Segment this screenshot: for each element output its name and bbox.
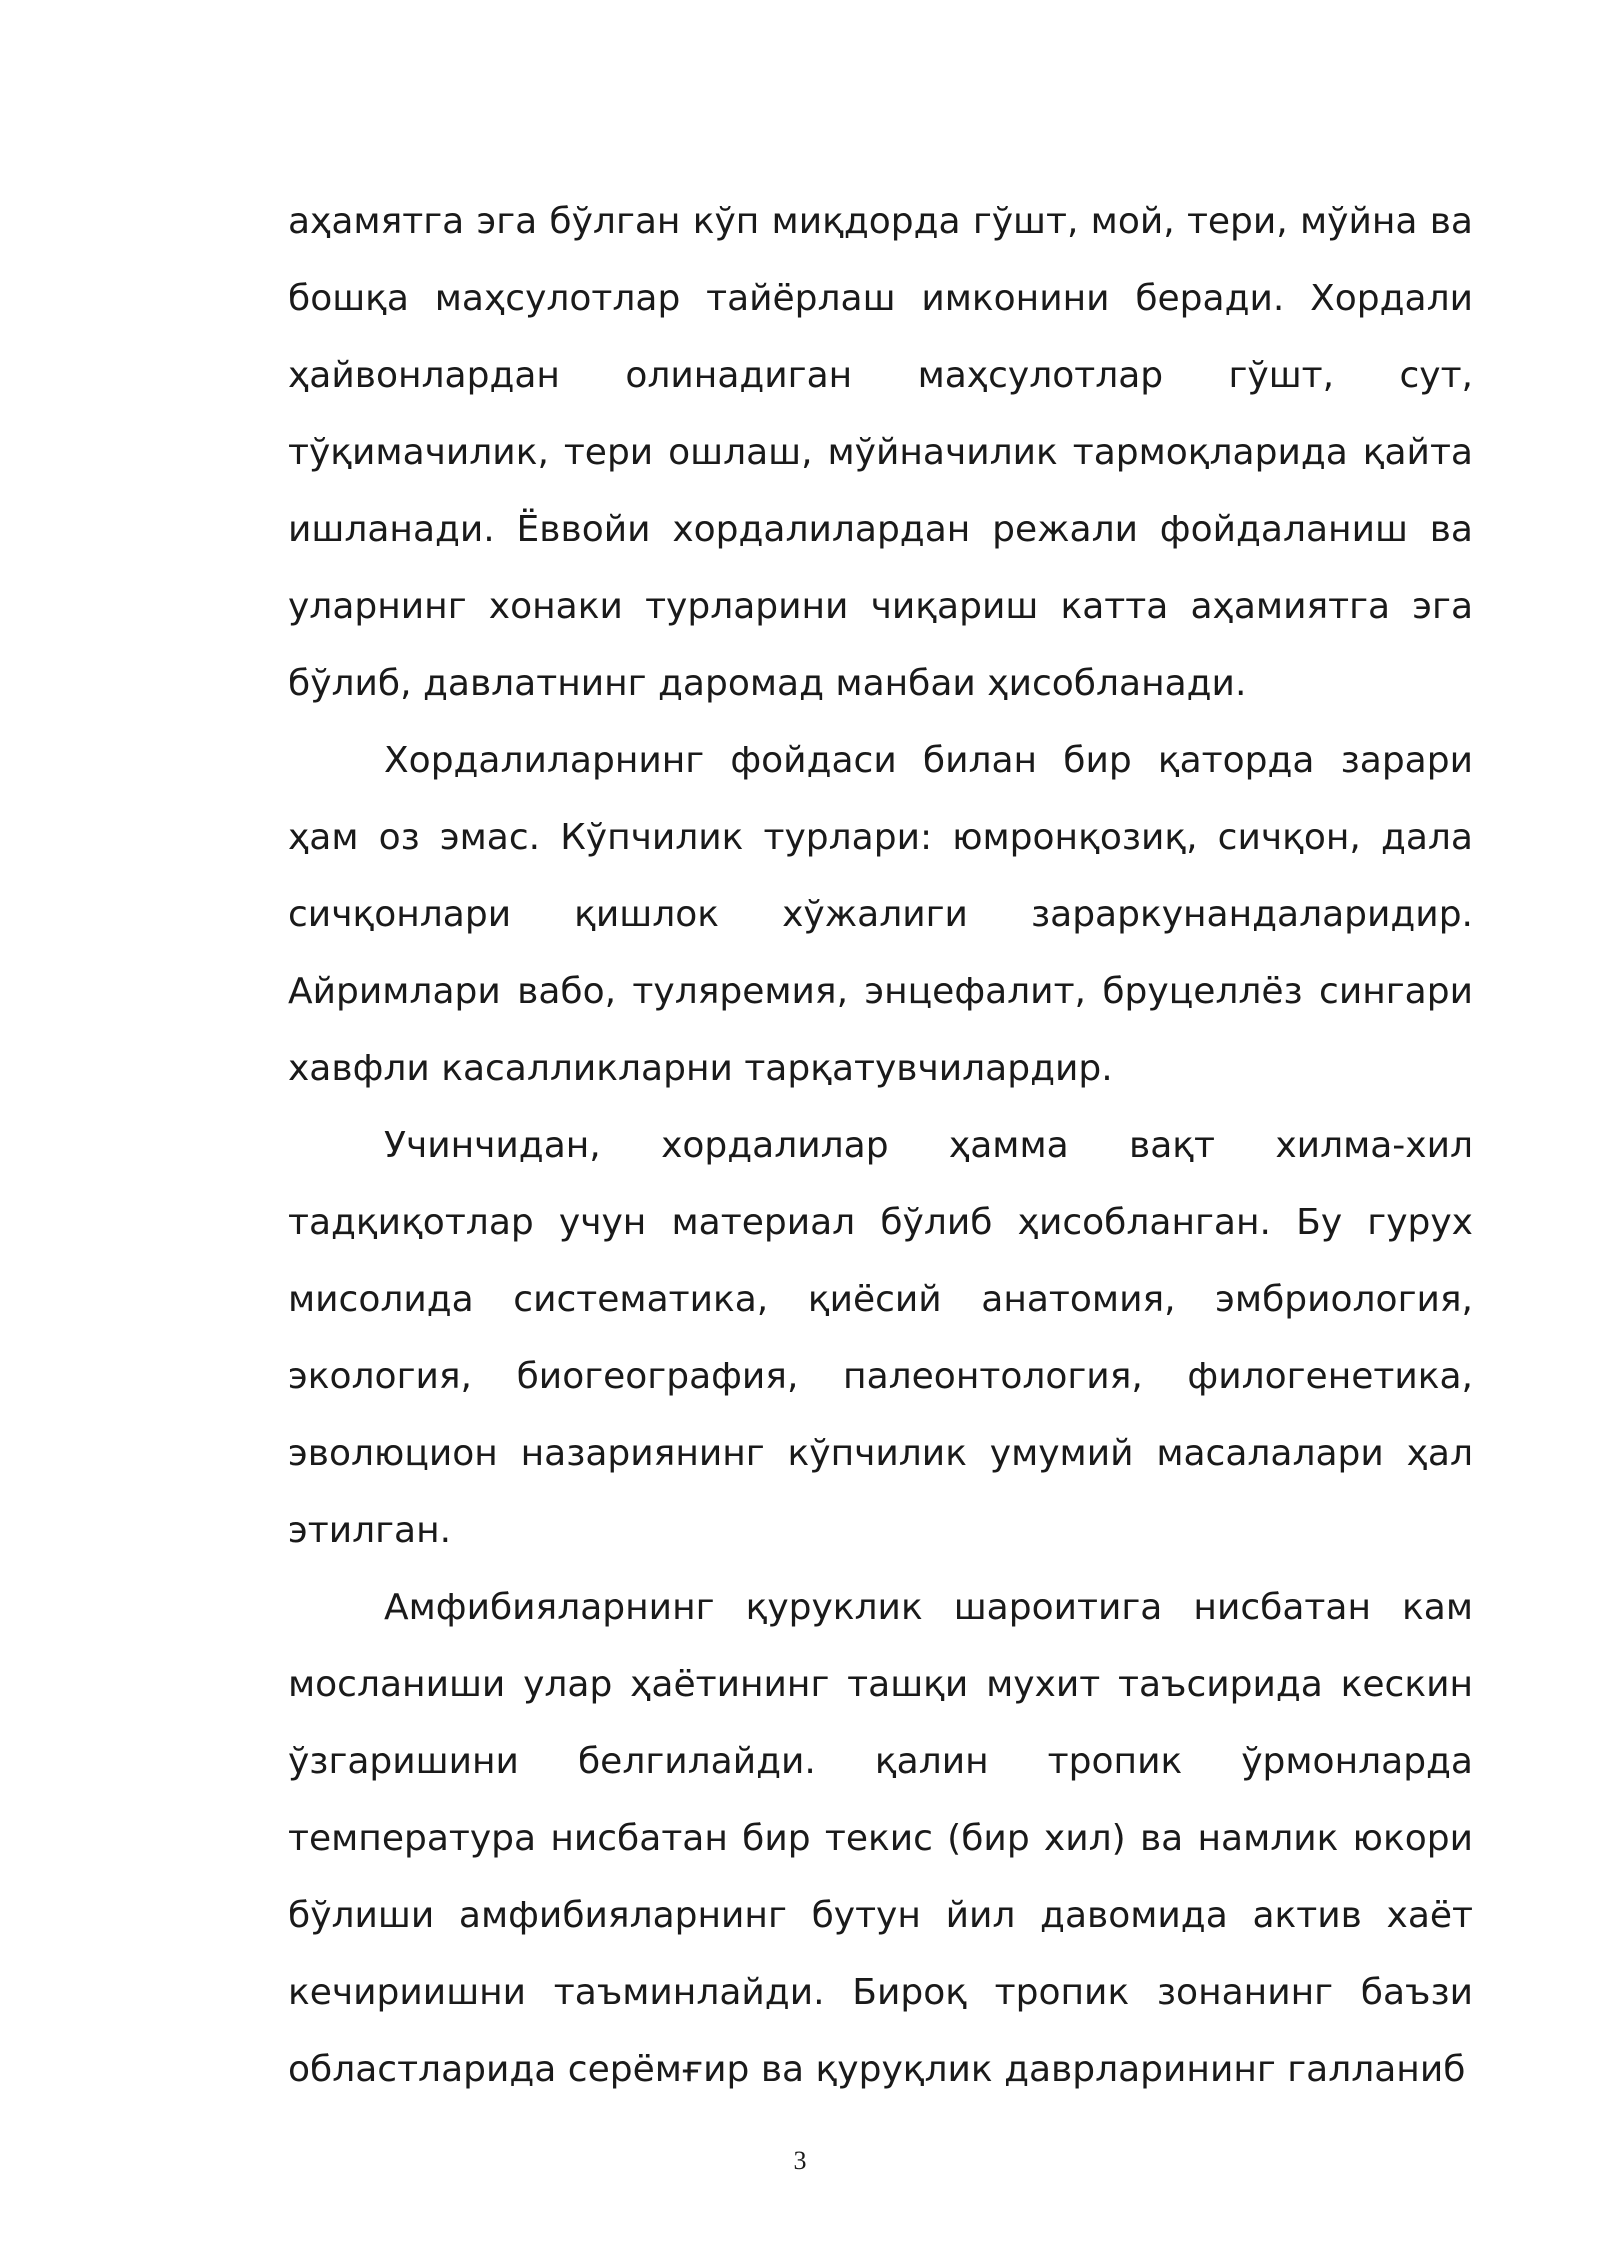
paragraph-amphibians: Амфибияларнинг қуруклик шароитига нисбатан кам мосланиши улар ҳаётининг ташқи мухит таъсирида кескин ўзгаришини белгилайди. қалин тропик ўрмонларда температура нисбатан бир текис (бир хил) ва намлик юкори бўлиши амфибияларнинг бутун йил давомида актив хаёт кечириишни таъминлайди. Бироқ тропик зонанинг баъзи областларида серёмғир ва қуруқлик даврларининг галланиб xyxy=(288,1587,1473,2090)
page-number: 3 xyxy=(793,2146,807,2175)
body-text xyxy=(288,183,1473,2108)
paragraph-research: Учинчидан, хордалилар ҳамма вақт хилма-хил тадқиқотлар учун материал бўлиб ҳисобланган. Бу гурух мисолида систематика, қиёсий анатомия, эмбриология, экология, биогеография, палеонтология, филогенетика, эволюцион назариянинг кўпчилик умумий масалалари ҳал этилган. xyxy=(288,1125,1473,1551)
paragraph-continuation: аҳамятга эга бўлган кўп миқдорда гўшт, мой, тери, мўйна ва бошқа маҳсулотлар тайёрлаш имконини беради. Хордали ҳайвонлардан олинадиган маҳсулотлар гўшт, сут, тўқимачилик, тери ошлаш, мўйначилик тармоқларида қайта ишланади. Ёввойи хордалилардан режали фойдаланиш ва уларнинг хонаки турларини чиқариш катта аҳамиятга эга бўлиб, давлатнинг даромад манбаи ҳисобланади. xyxy=(288,201,1473,704)
paragraph-harm: Хордалиларнинг фойдаси билан бир қаторда зарари ҳам оз эмас. Кўпчилик турлари: юмронқозиқ, сичқон, дала сичқонлари қишлок хўжалиги зараркунандаларидир. Айримлари вабо, туляремия, энцефалит, бруцеллёз сингари хавфли касалликларни тарқатувчилардир. xyxy=(288,740,1473,1089)
